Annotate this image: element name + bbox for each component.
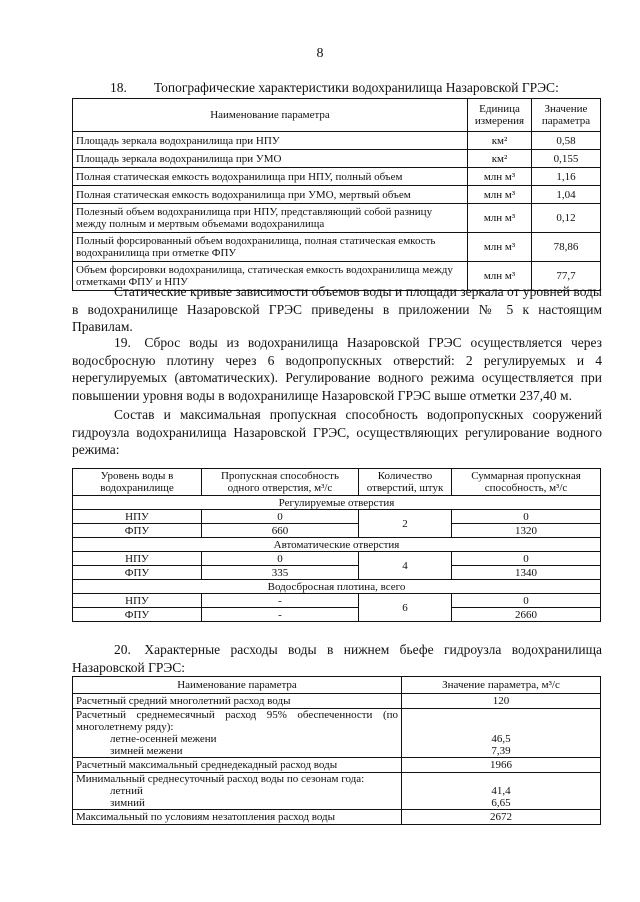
param-value (402, 709, 601, 758)
section-19-body (72, 334, 602, 459)
param-name (73, 709, 402, 758)
param-value: 1,04 (532, 186, 601, 204)
param-unit: км² (468, 150, 532, 168)
param-name: Полная статическая емкость водохранилища при НПУ, полный объем (73, 168, 468, 186)
param-value: 120 (402, 694, 601, 709)
param-value: 2672 (402, 810, 601, 825)
single-opening-capacity: 660 (202, 524, 359, 538)
param-value: 77,7 (532, 262, 601, 291)
table-header-row (73, 469, 601, 496)
water-level: НПУ (73, 552, 202, 566)
water-level: НПУ (73, 510, 202, 524)
single-opening-capacity: - (202, 608, 359, 622)
value-line: 7,39 (491, 745, 511, 757)
single-opening-capacity: 335 (202, 566, 359, 580)
water-level: НПУ (73, 594, 202, 608)
param-unit: млн м³ (468, 168, 532, 186)
flow-rates-table (72, 676, 601, 825)
group-header-row (73, 538, 601, 552)
total-capacity: 1340 (452, 566, 601, 580)
single-opening-capacity: 0 (202, 510, 359, 524)
param-value: 1,16 (532, 168, 601, 186)
total-capacity: 0 (452, 552, 601, 566)
table-row (73, 709, 601, 758)
param-name: Полный форсированный объем водохранилища, полная статическая емкость водохранилища при отметке ФПУ (73, 233, 468, 262)
table-row (73, 566, 601, 580)
openings-count: 2 (359, 510, 452, 538)
header-cell: Пропускная способность одного отверстия, м³/с (202, 469, 359, 496)
table-header-row (73, 677, 601, 694)
param-name: Площадь зеркала водохранилища при УМО (73, 150, 468, 168)
table-row (73, 758, 601, 773)
spillway-capacity-table (72, 468, 601, 622)
section-18-body (72, 283, 602, 336)
param-unit: км² (468, 132, 532, 150)
param-title: Минимальный среднесуточный расход воды по сезонам года: (76, 773, 365, 785)
table-row (73, 132, 601, 150)
value-line: 41,4 (491, 785, 511, 797)
group-header-row (73, 580, 601, 594)
total-capacity: 1320 (452, 524, 601, 538)
param-name: Расчетный средний многолетний расход воды (73, 694, 402, 709)
section-18-title: 18. Топографические характеристики водохранилища Назаровской ГРЭС: (110, 80, 559, 95)
param-name: Полная статическая емкость водохранилища при УМО, мертвый объем (73, 186, 468, 204)
topography-table (72, 98, 601, 291)
param-value: 0,155 (532, 150, 601, 168)
single-opening-capacity: - (202, 594, 359, 608)
header-cell: Наименование параметра (73, 677, 402, 694)
table-row (73, 204, 601, 233)
sub-item: зимней межени (110, 745, 183, 757)
param-unit: млн м³ (468, 233, 532, 262)
header-cell: Наименование параметра (73, 99, 468, 132)
value-line: 6,65 (491, 797, 511, 809)
param-unit: млн м³ (468, 204, 532, 233)
sub-item: летне-осенней межени (110, 733, 217, 745)
table-row (73, 524, 601, 538)
single-opening-capacity: 0 (202, 552, 359, 566)
table-header-row (73, 99, 601, 132)
table-row (73, 150, 601, 168)
table-row (73, 810, 601, 825)
table-row (73, 552, 601, 566)
param-name: Объем форсировки водохранилища, статическая емкость водохранилища между отметками ФПУ и НПУ (73, 262, 468, 291)
total-capacity: 0 (452, 510, 601, 524)
table-row (73, 186, 601, 204)
table-row (73, 168, 601, 186)
openings-count: 4 (359, 552, 452, 580)
water-level: ФПУ (73, 524, 202, 538)
header-cell: Значение параметра, м³/с (402, 677, 601, 694)
water-level: ФПУ (73, 566, 202, 580)
section-20-title: 20. Характерные расходы воды в нижнем бьефе гидроузла водохранилища Назаровской ГРЭС: (72, 642, 602, 675)
value-line: 46,5 (491, 733, 511, 745)
header-cell: Значение параметра (532, 99, 601, 132)
table-row (73, 608, 601, 622)
header-cell: Количество отверстий, штук (359, 469, 452, 496)
sub-item: летний (110, 785, 143, 797)
water-level: ФПУ (73, 608, 202, 622)
volume-curves-note: Статические кривые зависимости объемов воды и площади зеркала от уровней воды в водохранилище Назаровской ГРЭС приведены в приложении № 5 к настоящим Правилам. (72, 284, 602, 334)
param-value: 78,86 (532, 233, 601, 262)
param-value: 1966 (402, 758, 601, 773)
group-title: Регулируемые отверстия (73, 496, 601, 510)
table-row (73, 233, 601, 262)
sub-item: зимний (110, 797, 145, 809)
total-capacity: 0 (452, 594, 601, 608)
openings-count: 6 (359, 594, 452, 622)
header-cell: Уровень воды в водохранилище (73, 469, 202, 496)
param-value: 0,12 (532, 204, 601, 233)
param-name (73, 773, 402, 810)
param-name: Полезный объем водохранилища при НПУ, представляющий собой разницу между полным и мертвым объемами водохранилища (73, 204, 468, 233)
table-row (73, 773, 601, 810)
header-cell: Единица измерения (468, 99, 532, 132)
group-title: Автоматические отверстия (73, 538, 601, 552)
param-value (402, 773, 601, 810)
param-name: Максимальный по условиям незатопления расход воды (73, 810, 402, 825)
table-row (73, 594, 601, 608)
capacity-intro: Состав и максимальная пропускная способность водопропускных сооружений гидроузла водохранилища Назаровской ГРЭС, осуществляющих регулирование водного режима: (72, 407, 602, 457)
param-unit: млн м³ (468, 186, 532, 204)
total-capacity: 2660 (452, 608, 601, 622)
param-name: Площадь зеркала водохранилища при НПУ (73, 132, 468, 150)
group-header-row (73, 496, 601, 510)
param-unit: млн м³ (468, 262, 532, 291)
param-value: 0,58 (532, 132, 601, 150)
header-cell: Суммарная пропускная способность, м³/с (452, 469, 601, 496)
table-row (73, 510, 601, 524)
page-number: 8 (316, 46, 324, 61)
group-title: Водосбросная плотина, всего (73, 580, 601, 594)
section-20-body (72, 641, 602, 676)
param-name: Расчетный максимальный среднедекадный расход воды (73, 758, 402, 773)
table-row (73, 694, 601, 709)
param-title: Расчетный среднемесячный расход 95% обеспеченности (по многолетнему ряду): (76, 709, 398, 733)
discharge-description: 19. Сброс воды из водохранилища Назаровской ГРЭС осуществляется через водосбросную плотину через 6 водопропускных отверстий: 2 регулируемых и 4 нерегулируемых (автоматических). Регулирование водного режима осуществляется при повышении уровня воды в водохранилище Назаровской ГРЭС выше отметки 237,40 м. (72, 335, 602, 403)
